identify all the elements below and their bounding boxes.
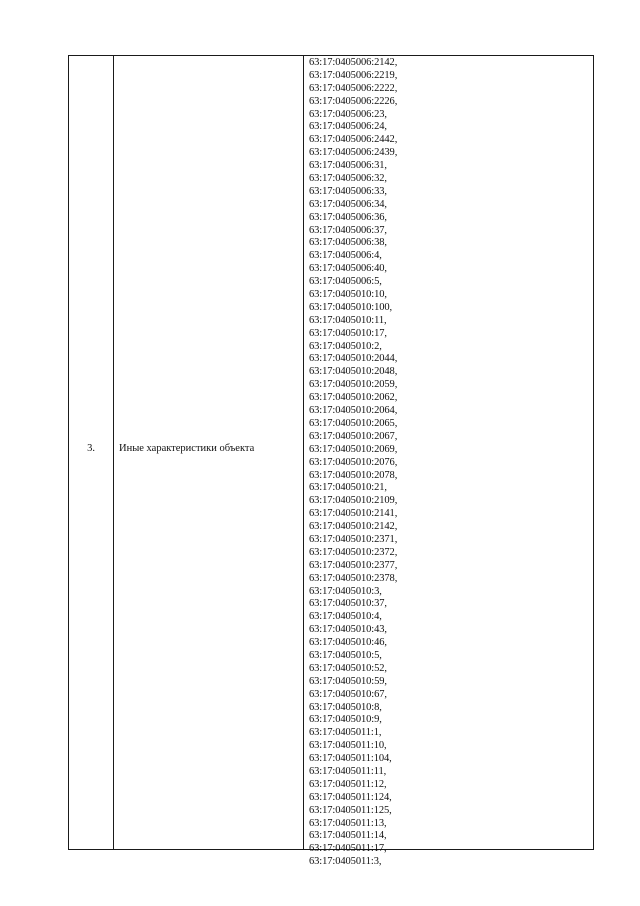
cadastral-number: 63:17:0405010:2,: [309, 340, 382, 352]
cadastral-number: 63:17:0405010:5,: [309, 649, 382, 661]
cadastral-number: 63:17:0405011:125,: [309, 804, 392, 816]
cadastral-number: 63:17:0405006:32,: [309, 173, 387, 185]
cadastral-number: 63:17:0405006:5,: [309, 276, 382, 288]
cadastral-number: 63:17:0405010:17,: [309, 327, 387, 339]
cadastral-number: 63:17:0405011:14,: [309, 830, 387, 842]
cadastral-number: 63:17:0405006:2226,: [309, 95, 398, 107]
cadastral-number: 63:17:0405010:2371,: [309, 533, 398, 545]
cadastral-number: 63:17:0405010:2044,: [309, 353, 398, 365]
cadastral-number: 63:17:0405010:21,: [309, 482, 387, 494]
column-divider-label: [303, 56, 304, 849]
cadastral-number: 63:17:0405011:13,: [309, 817, 387, 829]
cadastral-number: 63:17:0405011:124,: [309, 791, 392, 803]
cadastral-number: 63:17:0405010:52,: [309, 662, 387, 674]
cadastral-number-list: [309, 57, 589, 869]
cadastral-number: 63:17:0405011:1,: [309, 727, 382, 739]
cadastral-number: 63:17:0405006:4,: [309, 250, 382, 262]
cadastral-number: 63:17:0405006:2222,: [309, 82, 398, 94]
cadastral-number: 63:17:0405011:12,: [309, 778, 387, 790]
cadastral-number: 63:17:0405010:2141,: [309, 508, 398, 520]
cadastral-number: 63:17:0405010:46,: [309, 637, 387, 649]
row-label: Иные характеристики объекта: [119, 443, 255, 454]
cadastral-number: 63:17:0405010:2059,: [309, 379, 398, 391]
cadastral-number: 63:17:0405010:2069,: [309, 443, 398, 455]
cadastral-number: 63:17:0405010:9,: [309, 714, 382, 726]
cadastral-number: 63:17:0405011:11,: [309, 765, 387, 777]
cadastral-number: 63:17:0405010:43,: [309, 624, 387, 636]
cadastral-number: 63:17:0405011:3,: [309, 856, 382, 868]
cadastral-number: 63:17:0405006:2142,: [309, 57, 398, 68]
cadastral-number: 63:17:0405010:2064,: [309, 405, 398, 417]
cadastral-number: 63:17:0405010:8,: [309, 701, 382, 713]
cadastral-number: 63:17:0405010:11,: [309, 314, 387, 326]
cadastral-number: 63:17:0405006:36,: [309, 211, 387, 223]
cadastral-number: 63:17:0405010:100,: [309, 301, 393, 313]
cadastral-number: 63:17:0405011:10,: [309, 740, 387, 752]
characteristics-table: [68, 55, 594, 868]
cadastral-number: 63:17:0405010:37,: [309, 598, 387, 610]
cadastral-number: 63:17:0405010:2372,: [309, 546, 398, 558]
cadastral-number: 63:17:0405010:2048,: [309, 366, 398, 378]
cadastral-number: 63:17:0405010:2078,: [309, 469, 398, 481]
cadastral-number: 63:17:0405006:34,: [309, 198, 387, 210]
cadastral-number: 63:17:0405011:104,: [309, 753, 392, 765]
cadastral-number: 63:17:0405006:23,: [309, 108, 387, 120]
column-divider-number: [113, 56, 114, 849]
row-number: 3.: [87, 443, 95, 454]
cadastral-number: 63:17:0405006:40,: [309, 263, 387, 275]
cadastral-number: 63:17:0405010:4,: [309, 611, 382, 623]
cadastral-number: 63:17:0405010:67,: [309, 688, 387, 700]
cadastral-number: 63:17:0405006:2442,: [309, 134, 398, 146]
cadastral-number: 63:17:0405010:2076,: [309, 456, 398, 468]
cadastral-number: 63:17:0405010:59,: [309, 675, 387, 687]
cadastral-number: 63:17:0405010:2109,: [309, 495, 398, 507]
cadastral-number: 63:17:0405010:2067,: [309, 430, 398, 442]
cadastral-number: 63:17:0405006:37,: [309, 224, 387, 236]
cadastral-number: 63:17:0405006:24,: [309, 121, 387, 133]
cadastral-number: 63:17:0405010:10,: [309, 289, 387, 301]
cadastral-number: 63:17:0405010:2377,: [309, 559, 398, 571]
cadastral-number: 63:17:0405006:2439,: [309, 147, 398, 159]
cadastral-number: 63:17:0405006:33,: [309, 185, 387, 197]
cadastral-number: 63:17:0405010:2065,: [309, 417, 398, 429]
cadastral-number: 63:17:0405010:2142,: [309, 521, 398, 533]
cadastral-number: 63:17:0405011:17,: [309, 843, 387, 855]
cadastral-number: 63:17:0405010:2062,: [309, 392, 398, 404]
cadastral-number: 63:17:0405010:2378,: [309, 572, 398, 584]
cadastral-number: 63:17:0405006:2219,: [309, 69, 398, 81]
cadastral-number: 63:17:0405010:3,: [309, 585, 382, 597]
cadastral-number: 63:17:0405006:38,: [309, 237, 387, 249]
cadastral-number: 63:17:0405006:31,: [309, 160, 387, 172]
